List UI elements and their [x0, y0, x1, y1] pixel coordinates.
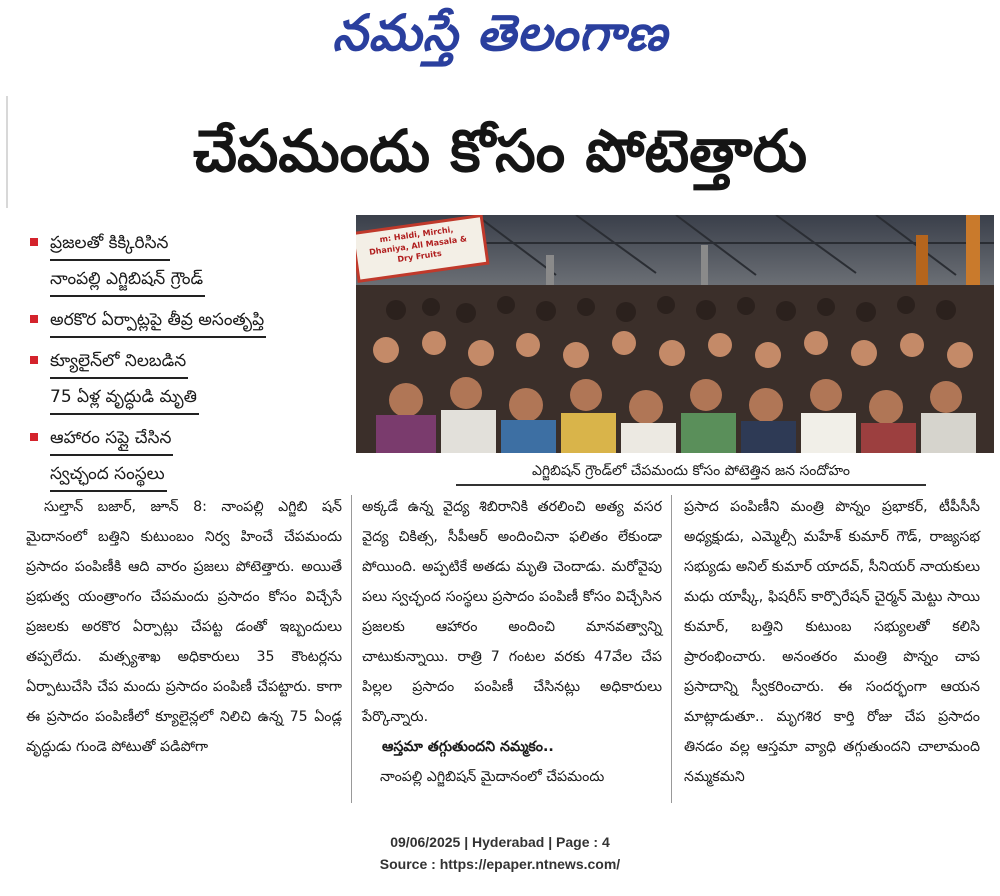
article-paragraph: నాంపల్లి ఎగ్జిబిషన్ మైదానంలో చేపమందు	[380, 769, 605, 785]
left-rule	[6, 96, 8, 208]
bullet-square-icon	[30, 433, 38, 441]
footer-date-line: 09/06/2025 | Hyderabad | Page : 4	[390, 834, 610, 850]
headline: చేపమందు కోసం పోటెత్తారు	[192, 117, 808, 185]
photo-caption: ఎగ్జిబిషన్ గ్రౌండ్‌లో చేపమందు కోసం పోటెత్తిన జన సందోహం	[456, 458, 926, 486]
footer-source-line: Source : https://epaper.ntnews.com/	[379, 856, 621, 872]
article-column-1	[26, 492, 342, 762]
highlight-line: అరకొర ఏర్పాట్లపై తీవ్ర అసంతృప్తి	[50, 305, 266, 338]
masthead-logo: నమస్తే తెలంగాణ	[332, 4, 668, 62]
highlight-line: ఆహారం సప్లై చేసిన	[50, 423, 173, 456]
highlight-line: నాంపల్లి ఎగ్జిబిషన్ గ్రౌండ్	[50, 264, 205, 297]
highlight-line: 75 ఏళ్ల వృద్ధుడి మృతి	[50, 382, 199, 415]
article-paragraph: సుల్తాన్ బజార్, జూన్ 8: నాంపల్లి ఎగ్జిబి షన్ మైదానంలో బత్తిని కుటుంబం నిర్వ హించే చేపమందు ప్రసాదం పంపిణీకి ఆది వారం ప్రజలు పోటెత్తారు. అయితే ప్రభుత్వ యంత్రాంగం చేపమందు ప్రసాదం కోసం విచ్చేసే ప్రజలకు అరకొర ఏర్పాట్లు చేపట్ట డంతో ఇబ్బందులు తప్పలేదు. మత్స్యశాఖ అధికారులు 35 కౌంటర్లను ఏర్పాటుచేసి చేప మందు ప్రసాదం పంపిణీ చేపట్టారు. కాగా ఈ ప్రసాదం పంపిణీలో క్యూలైన్లలో నిలిచి ఉన్న 75 ఏండ్ల వృద్ధుడు గుండె పోటుతో పడిపోగా	[26, 499, 342, 755]
highlight-item	[26, 228, 346, 300]
highlight-line: క్యూలైన్‌లో నిలబడిన	[50, 346, 188, 379]
bullet-square-icon	[30, 315, 38, 323]
article-paragraph: ప్రసాద పంపిణీని మంత్రి పొన్నం ప్రభాకర్, టీపీసీసీ అధ్యక్షుడు, ఎమ్మెల్సీ మహేశ్ కుమార్ గౌడ్, రాజ్యసభ సభ్యుడు అనిల్ కుమార్ యాదవ్, సీనియర్ నాయకులు మధు యాష్కీ, ఫిషరీస్ కార్పొరేషన్ చైర్మన్ మెట్టు సాయి కుమార్, బత్తిని కుటుంబ సభ్యులతో కలిసి ప్రారంభించారు. అనంతరం మంత్రి పొన్నం చాప ప్రసాదాన్ని స్వీకరించారు. ఈ సందర్భంగా ఆయన మాట్లాడుతూ.. మృగశిర కార్తి రోజు చేప ప్రసాదం తినడం వల్ల ఆస్తమా వ్యాధి తగ్గుతుందని చాలామంది నమ్మకమని	[684, 499, 980, 785]
crowd-photo	[356, 215, 994, 453]
article-subheading: ఆస్తమా తగ్గుతుందని నమ్మకం..	[382, 739, 554, 755]
article-column-3	[684, 492, 980, 792]
article-paragraph: అక్కడే ఉన్న వైద్య శిబిరానికి తరలించి అత్య వసర వైద్య చికిత్స, సీపీఆర్ అందించినా ఫలితం లేకుండా పోయింది. అప్పటికే అతడు మృతి చెందాడు. మరోవైపు పలు స్వచ్ఛంద సంస్థలు ప్రసాదం పంపిణీ కోసం విచ్చేసిన ప్రజలకు ఆహారం అందించి మానవత్వాన్ని చాటుకున్నాయి. రాత్రి 7 గంటల వరకు 47వేల చేప పిల్లల ప్రసాదం పంపిణీ చేసినట్లు అధికారులు పేర్కొన్నారు.	[362, 499, 662, 725]
highlight-item	[26, 346, 346, 418]
photo-banner-text: m: Haldi, Mirchi, Dhaniya, All Masala & Dry Fruits	[368, 224, 468, 264]
highlight-line: ప్రజలతో కిక్కిరిసిన	[50, 228, 170, 261]
bullet-square-icon	[30, 238, 38, 246]
highlight-item	[26, 305, 346, 341]
bullet-square-icon	[30, 356, 38, 364]
highlights-list	[26, 228, 346, 500]
highlight-line: స్వచ్ఛంద సంస్థలు	[50, 459, 167, 492]
highlight-item	[26, 423, 346, 495]
column-divider	[671, 495, 672, 803]
article-column-2	[362, 492, 662, 792]
column-divider	[351, 495, 352, 803]
